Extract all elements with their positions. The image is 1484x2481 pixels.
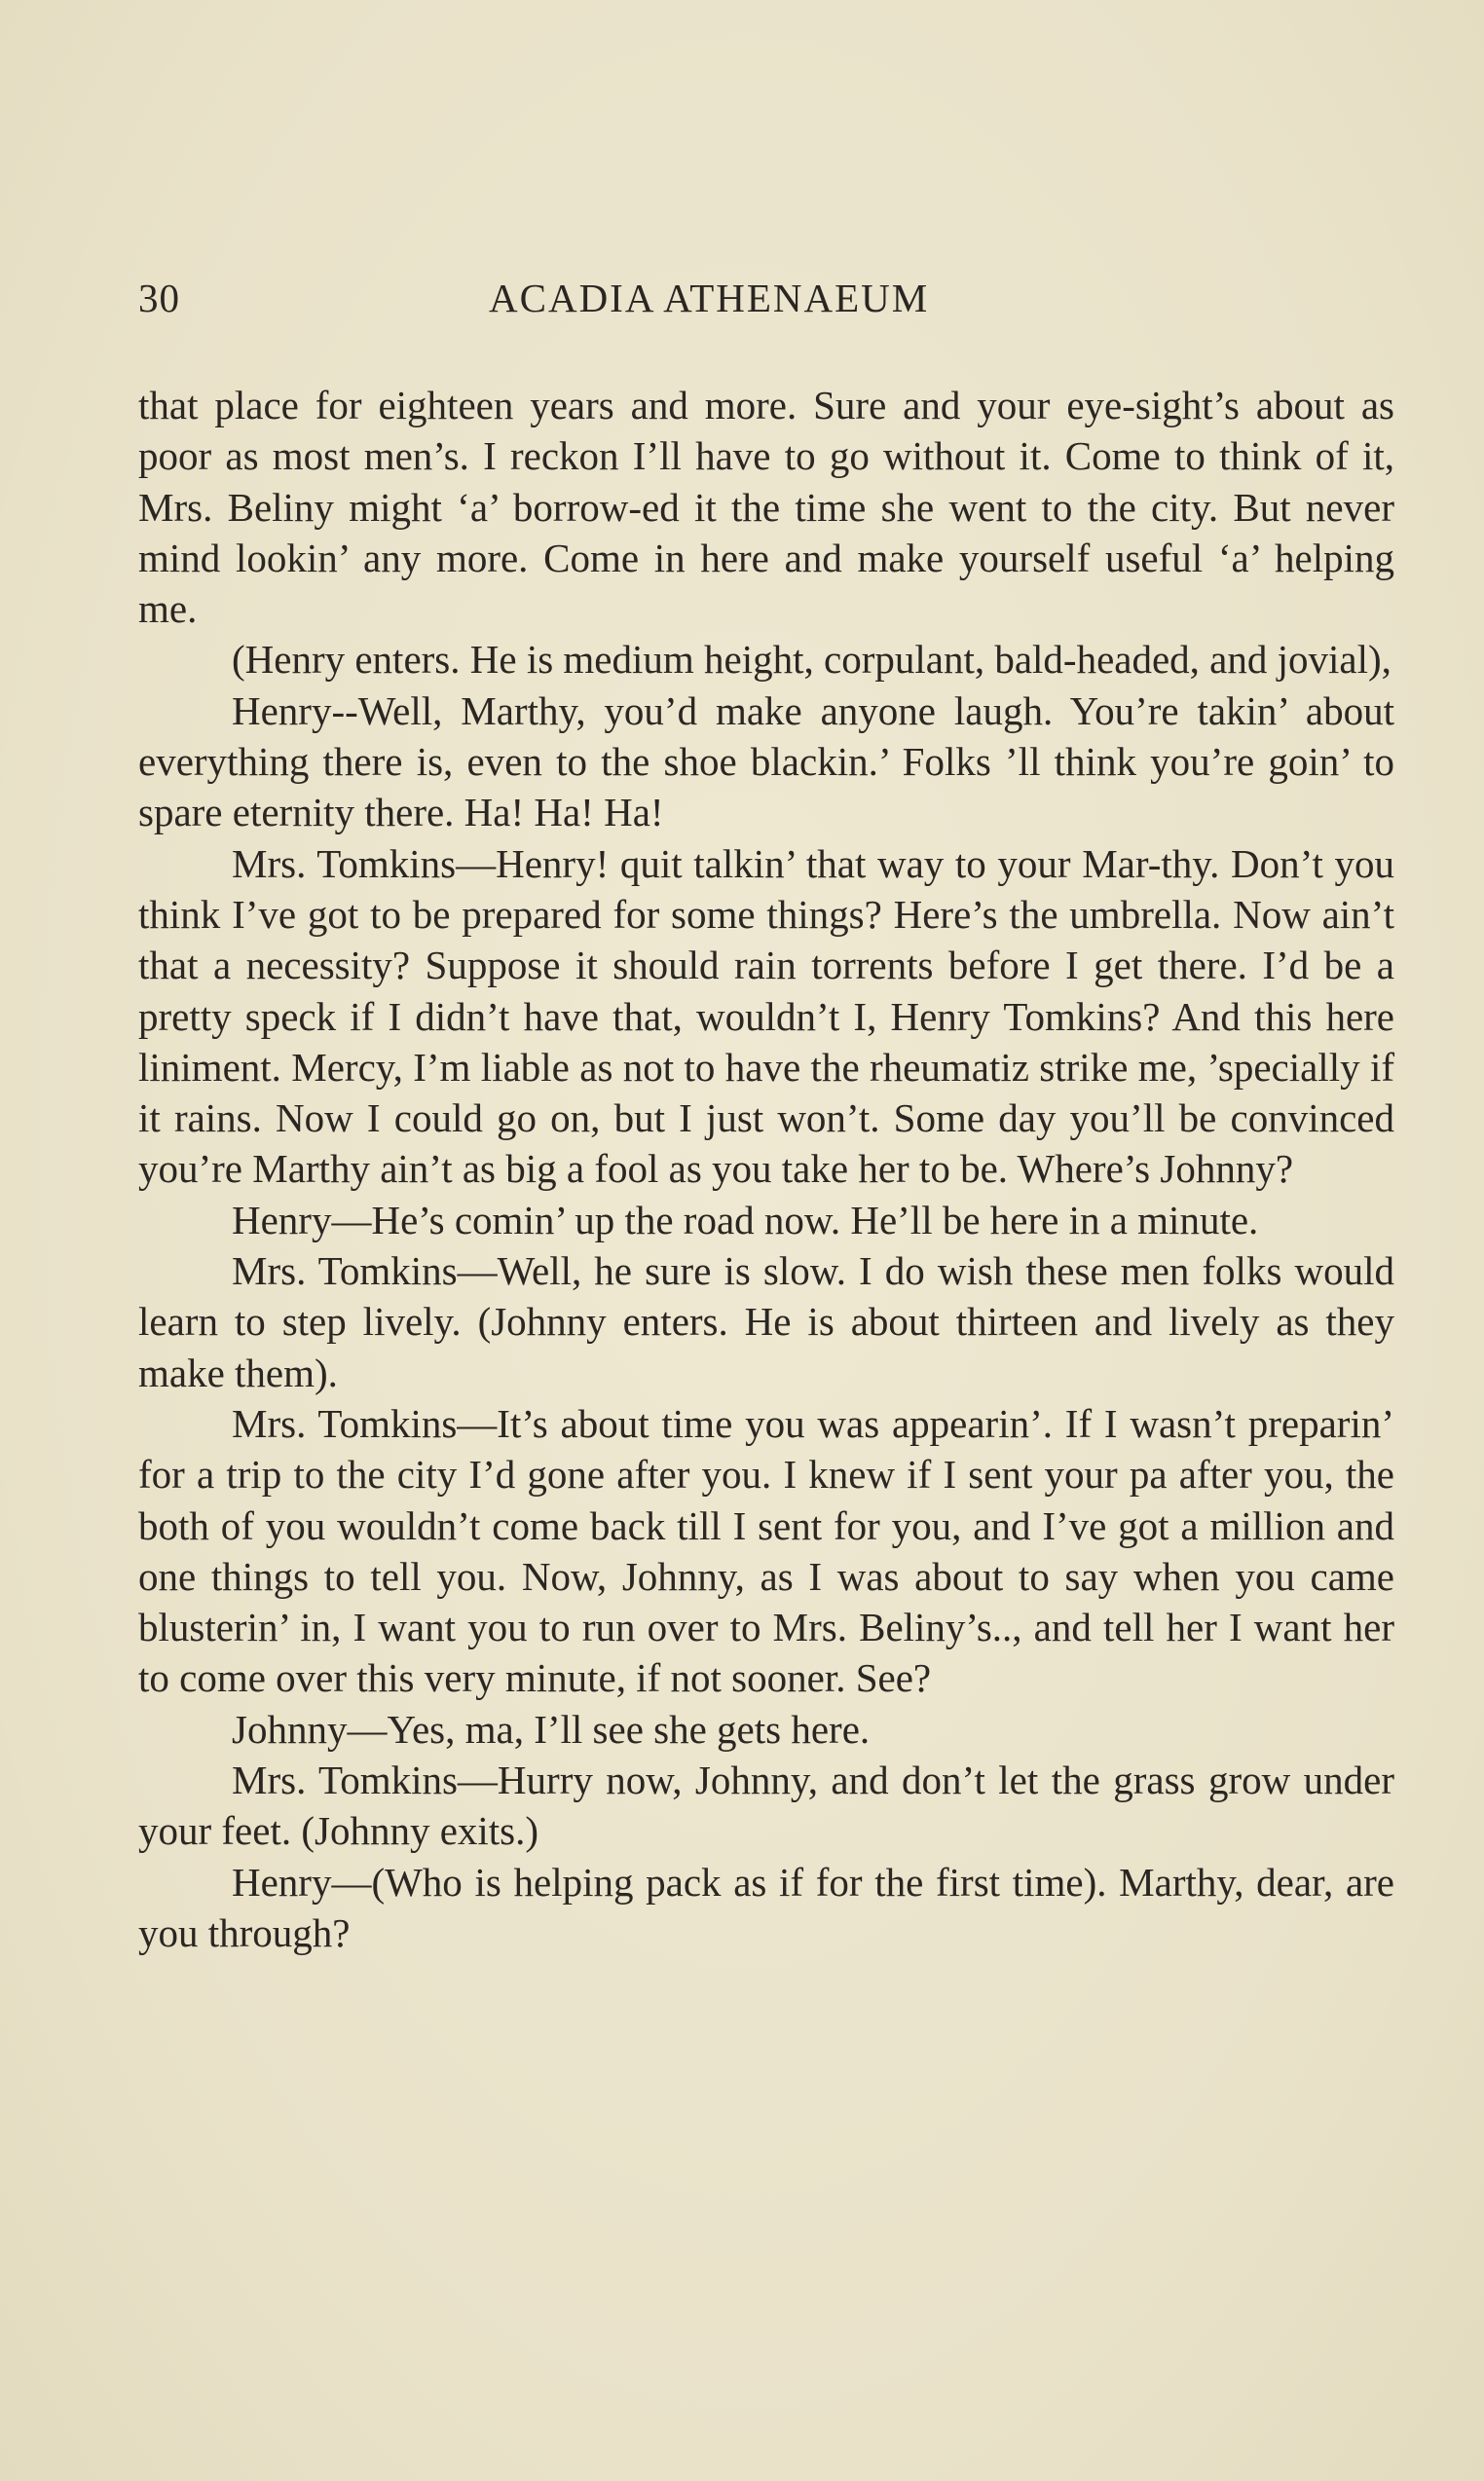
dialogue-mrs-tomkins-2: Mrs. Tomkins—Well, he sure is slow. I do wish these men folks would learn to step lively. (Johnny enters. He is about thirteen and lively as they make them). [138,1248,1394,1395]
dialogue-henry-1: Henry--Well, Marthy, you’d make anyone laugh. You’re takin’ about everything there is, even to the shoe blackin.’ Folks ’ll think you’re goin’ to spare eternity there. Ha! Ha! Ha! [138,687,1394,835]
dialogue-henry-2: Henry—He’s comin’ up the road now. He’ll be here in a minute. [232,1197,1259,1242]
stage-direction-henry-enters: (Henry enters. He is medium height, corpulant, bald-headed, and jovial), [232,637,1391,683]
paragraph-continuation: that place for eighteen years and more. Sure and your eye-sight’s about as poor as most men’s. I reckon I’ll have to go without it. Come to think of it, Mrs. Beliny might ‘a’ borrow-ed it the time she went to the city. But never mind lookin’ any more. Come in here and make yourself useful ‘a’ helping me. [138,383,1394,632]
page-number: 30 [138,276,180,320]
dialogue-henry-3: Henry—(Who is helping pack as if for the first time). Marthy, dear, are you through? [138,1859,1394,1955]
running-head: ACADIA ATHENAEUM [489,276,930,320]
dialogue-johnny-1: Johnny—Yes, ma, I’ll see she gets here. [232,1706,871,1752]
dialogue-mrs-tomkins-4: Mrs. Tomkins—Hurry now, Johnny, and don’t let the grass grow under your feet. (Johnny exits.) [138,1758,1394,1854]
page-header [138,275,1394,333]
body-text [138,380,1394,1958]
dialogue-mrs-tomkins-3: Mrs. Tomkins—It’s about time you was appearin’. If I wasn’t preparin’ for a trip to the city I’d gone after you. I knew if I sent your pa after you, the both of you wouldn’t come back till I sent for you, and I’ve got a million and one things to tell you. Now, Johnny, as I was about to say when you came blusterin’ in, I want you to run over to Mrs. Beliny’s.., and tell her I want her to come over this very minute, if not sooner. See? [138,1400,1394,1701]
dialogue-mrs-tomkins-1: Mrs. Tomkins—Henry! quit talkin’ that way to your Mar-thy. Don’t you think I’ve got to be prepared for some things? Here’s the umbrella. Now ain’t that a necessity? Suppose it should rain torrents before I get there. I’d be a pretty speck if I didn’t have that, wouldn’t I, Henry Tomkins? And this here liniment. Mercy, I’m liable as not to have the rheumatiz strike me, ’specially if it rains. Now I could go on, but I just won’t. Some day you’ll be convinced you’re Marthy ain’t as big a fool as you take her to be. Where’s Johnny? [138,840,1394,1192]
